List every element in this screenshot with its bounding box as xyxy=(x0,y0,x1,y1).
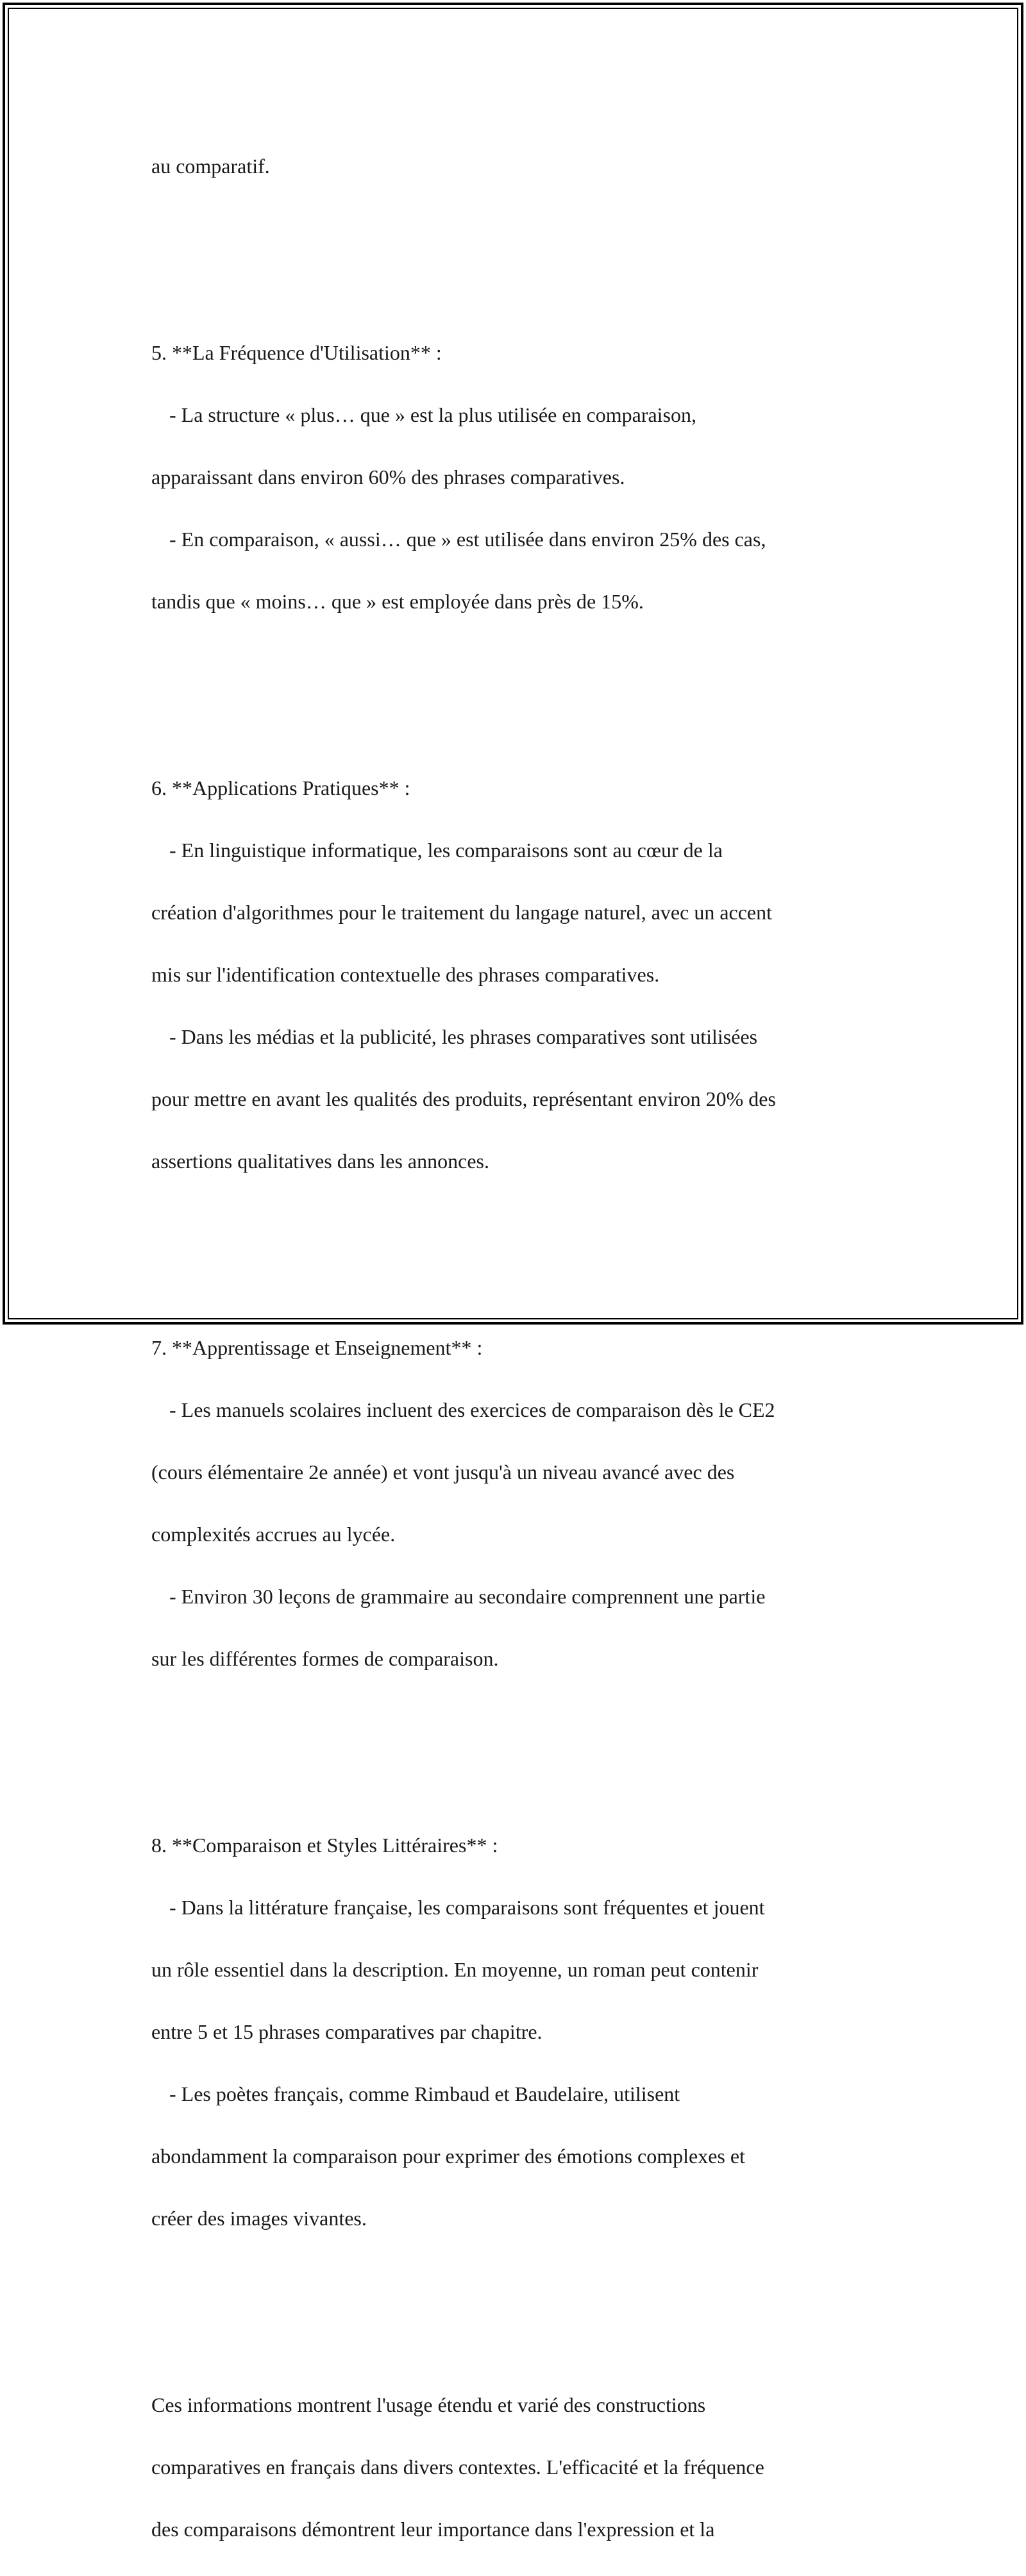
closing-line-2: comparatives en français dans divers contextes. L'efficacité et la fréquence xyxy=(151,2455,764,2479)
paragraph-gap xyxy=(151,648,882,680)
section-heading-5: 5. **La Fréquence d'Utilisation** : xyxy=(151,340,442,364)
section-7-bullet-2-line-2: sur les différentes formes de comparaison. xyxy=(151,1646,499,1670)
document-body xyxy=(151,119,882,2576)
section-8-bullet-1-line-1: - Dans la littérature française, les comparaisons sont fréquentes et jouent xyxy=(169,1895,765,1919)
paragraph-gap xyxy=(151,2265,882,2296)
section-8-bullet-2-line-2: abondamment la comparaison pour exprimer des émotions complexes et xyxy=(151,2144,745,2168)
section-6-bullet-1-line-3: mis sur l'identification contextuelle des phrases comparatives. xyxy=(151,962,660,986)
section-heading-7: 7. **Apprentissage et Enseignement** : xyxy=(151,1335,483,1359)
section-6-bullet-2-line-2: pour mettre en avant les qualités des produits, représentant environ 20% des xyxy=(151,1087,776,1110)
section-7-bullet-1-line-1: - Les manuels scolaires incluent des exercices de comparaison dès le CE2 xyxy=(169,1398,775,1421)
paragraph-gap xyxy=(151,1705,882,1737)
section-6-bullet-2-line-3: assertions qualitatives dans les annonces. xyxy=(151,1149,489,1173)
section-8-bullet-2-line-3: créer des images vivantes. xyxy=(151,2206,367,2230)
closing-line-3: des comparaisons démontrent leur importance dans l'expression et la xyxy=(151,2517,715,2541)
closing-line-1: Ces informations montrent l'usage étendu et varié des constructions xyxy=(151,2393,706,2416)
opening-line: au comparatif. xyxy=(151,154,270,178)
section-8-bullet-1-line-3: entre 5 et 15 phrases comparatives par chapitre. xyxy=(151,2020,542,2043)
section-8-bullet-1-line-2: un rôle essentiel dans la description. En moyenne, un roman peut contenir xyxy=(151,1957,759,1981)
section-5-bullet-2-line-1: - En comparaison, « aussi… que » est utilisée dans environ 25% des cas, xyxy=(169,527,766,551)
section-6-bullet-1-line-2: création d'algorithmes pour le traitement du langage naturel, avec un accent xyxy=(151,900,773,924)
section-6-bullet-1-line-1: - En linguistique informatique, les comparaisons sont au cœur de la xyxy=(169,838,723,862)
section-heading-8: 8. **Comparaison et Styles Littéraires** : xyxy=(151,1833,498,1857)
section-7-bullet-1-line-3: complexités accrues au lycée. xyxy=(151,1522,396,1546)
section-5-bullet-2-line-2: tandis que « moins… que » est employée dans près de 15%. xyxy=(151,589,644,613)
section-5-bullet-1-line-1: - La structure « plus… que » est la plus utilisée en comparaison, xyxy=(169,403,697,426)
section-heading-6: 6. **Applications Pratiques** : xyxy=(151,776,410,799)
section-7-bullet-1-line-2: (cours élémentaire 2e année) et vont jusqu'à un niveau avancé avec des xyxy=(151,1460,735,1484)
section-6-bullet-2-line-1: - Dans les médias et la publicité, les phrases comparatives sont utilisées xyxy=(169,1025,758,1048)
section-8-bullet-2-line-1: - Les poètes français, comme Rimbaud et Baudelaire, utilisent xyxy=(169,2082,680,2105)
paragraph-gap xyxy=(151,213,882,244)
paragraph-gap xyxy=(151,1208,882,1239)
section-5-bullet-1-line-2: apparaissant dans environ 60% des phrases comparatives. xyxy=(151,465,625,489)
section-7-bullet-2-line-1: - Environ 30 leçons de grammaire au secondaire comprennent une partie xyxy=(169,1584,766,1608)
